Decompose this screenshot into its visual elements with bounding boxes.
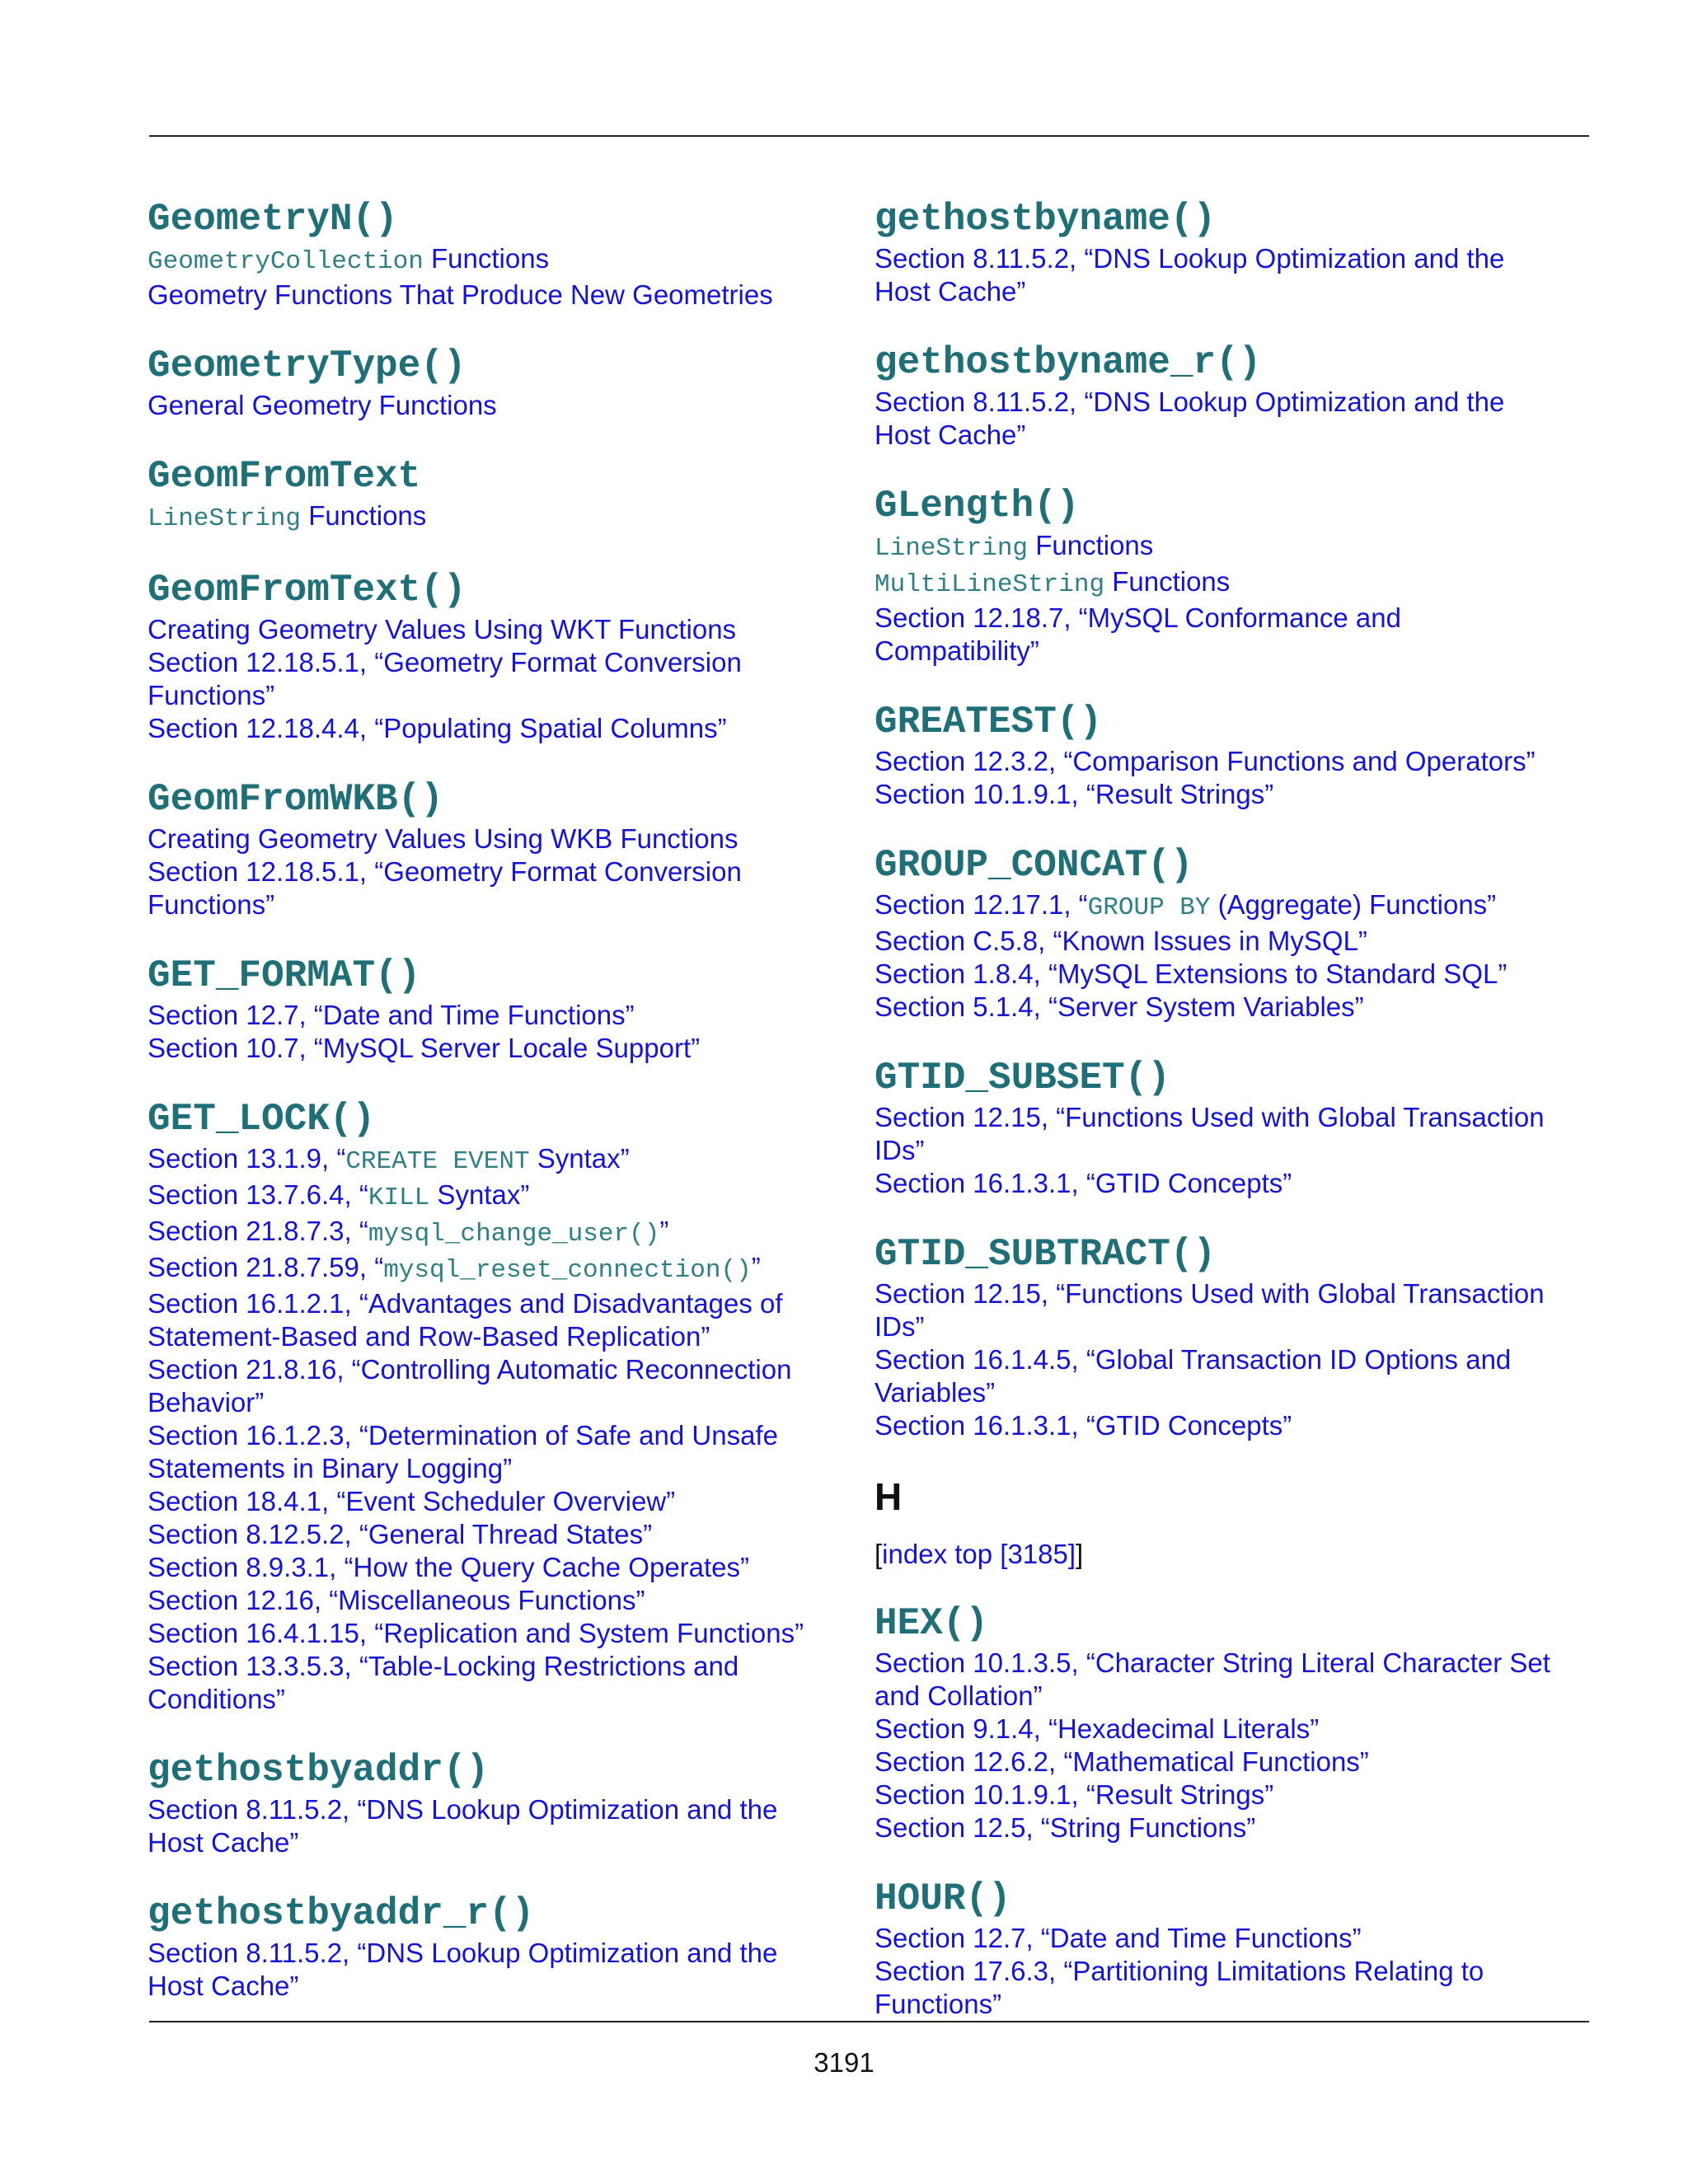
reference-text: Section C.5.8, “Known Issues in MySQL” bbox=[874, 926, 1367, 956]
index-entry bbox=[148, 1747, 832, 1859]
index-term: gethostbyname_r() bbox=[874, 341, 1262, 384]
index-term: GeomFromWKB() bbox=[148, 778, 443, 821]
index-entry bbox=[874, 340, 1559, 452]
index-reference-link[interactable] bbox=[148, 242, 832, 279]
right-entries-g bbox=[874, 196, 1559, 1442]
reference-code: KILL bbox=[368, 1183, 430, 1212]
index-term: gethostbyaddr() bbox=[148, 1749, 490, 1792]
index-reference-link[interactable] bbox=[148, 1287, 832, 1353]
reference-code: GROUP BY bbox=[1087, 893, 1211, 922]
index-entry bbox=[874, 842, 1559, 1024]
index-entry bbox=[148, 343, 832, 422]
index-entry bbox=[874, 196, 1559, 308]
index-nav-close: ] bbox=[1076, 1539, 1084, 1569]
reference-text: Section 18.4.1, “Event Scheduler Overview” bbox=[148, 1486, 676, 1516]
section-letter-h: H bbox=[874, 1475, 903, 1518]
header-rule bbox=[149, 135, 1589, 137]
reference-text: Section 12.7, “Date and Time Functions” bbox=[874, 1923, 1362, 1953]
index-nav-open: [ bbox=[874, 1539, 883, 1569]
reference-code: MultiLineString bbox=[874, 570, 1105, 599]
index-reference-link[interactable] bbox=[148, 646, 832, 712]
footer-rule bbox=[149, 2021, 1589, 2022]
reference-text: Section 12.5, “String Functions” bbox=[874, 1812, 1256, 1843]
index-reference-link[interactable] bbox=[148, 1650, 832, 1716]
index-reference-link[interactable] bbox=[874, 1811, 1559, 1844]
index-term: GTID_SUBTRACT() bbox=[874, 1233, 1217, 1276]
index-reference-link[interactable] bbox=[148, 1793, 832, 1859]
page-number: 3191 bbox=[814, 2047, 874, 2078]
index-reference-link[interactable] bbox=[874, 242, 1559, 308]
right-entries-h bbox=[874, 1601, 1559, 2021]
index-term: GET_LOCK() bbox=[148, 1098, 376, 1141]
index-reference-link[interactable] bbox=[148, 1419, 832, 1485]
reference-text: Section 12.18.5.1, “Geometry Format Conversion Functions” bbox=[148, 647, 742, 710]
index-reference-link[interactable] bbox=[148, 389, 832, 422]
index-reference-link[interactable] bbox=[874, 1647, 1559, 1713]
index-reference-link[interactable] bbox=[874, 1167, 1559, 1200]
index-term: GROUP_CONCAT() bbox=[874, 844, 1193, 887]
reference-text: General Geometry Functions bbox=[148, 390, 497, 420]
reference-code: LineString bbox=[148, 504, 302, 533]
reference-text: ” bbox=[751, 1252, 761, 1282]
reference-code: CREATE EVENT bbox=[345, 1147, 530, 1176]
index-reference-link[interactable] bbox=[874, 565, 1559, 602]
reference-text: Creating Geometry Values Using WKT Functions bbox=[148, 614, 737, 644]
reference-prefix: Section 13.1.9, “ bbox=[148, 1143, 346, 1174]
reference-prefix: Section 13.7.6.4, “ bbox=[148, 1179, 368, 1210]
reference-text: Syntax” bbox=[429, 1179, 530, 1210]
index-entry bbox=[874, 1876, 1559, 2021]
left-column bbox=[148, 196, 832, 2034]
index-entry bbox=[874, 1055, 1559, 1200]
index-entry bbox=[148, 1891, 832, 2003]
reference-text: Section 12.16, “Miscellaneous Functions” bbox=[148, 1585, 645, 1615]
reference-text: Section 8.11.5.2, “DNS Lookup Optimization and the Host Cache” bbox=[874, 387, 1505, 450]
reference-text: Section 13.3.5.3, “Table-Locking Restrictions and Conditions” bbox=[148, 1651, 739, 1714]
index-reference-link[interactable] bbox=[148, 1518, 832, 1551]
reference-text: Functions bbox=[1028, 530, 1154, 560]
reference-text: Section 12.18.7, “MySQL Conformance and Compatibility” bbox=[874, 602, 1401, 666]
reference-text: Section 10.1.9.1, “Result Strings” bbox=[874, 779, 1274, 809]
index-reference-link[interactable] bbox=[148, 279, 832, 312]
reference-text: Section 17.6.3, “Partitioning Limitations Relating to Functions” bbox=[874, 1956, 1484, 2019]
index-reference-link[interactable] bbox=[874, 958, 1559, 991]
reference-code: mysql_reset_connection() bbox=[383, 1256, 752, 1285]
index-reference-link[interactable] bbox=[148, 1215, 832, 1251]
index-term: GeometryType() bbox=[148, 344, 467, 387]
reference-text: Section 8.11.5.2, “DNS Lookup Optimization and the Host Cache” bbox=[148, 1938, 778, 2001]
index-reference-link[interactable] bbox=[874, 991, 1559, 1024]
index-reference-link[interactable] bbox=[148, 1617, 832, 1650]
reference-text: Section 16.1.4.5, “Global Transaction ID Options and Variables” bbox=[874, 1344, 1512, 1408]
index-term: GLength() bbox=[874, 485, 1080, 527]
reference-text: Functions bbox=[423, 243, 550, 274]
index-reference-link[interactable] bbox=[874, 1713, 1559, 1746]
right-column bbox=[874, 196, 1559, 2052]
index-entry bbox=[148, 567, 832, 745]
index-reference-link[interactable] bbox=[148, 1485, 832, 1518]
index-reference-link[interactable] bbox=[148, 613, 832, 646]
index-entry bbox=[148, 953, 832, 1065]
reference-prefix: Section 21.8.7.59, “ bbox=[148, 1252, 384, 1282]
reference-text: Section 21.8.16, “Controlling Automatic Reconnection Behavior” bbox=[148, 1354, 792, 1418]
reference-text: Section 8.11.5.2, “DNS Lookup Optimization and the Host Cache” bbox=[874, 243, 1505, 307]
index-term: GeomFromText bbox=[148, 455, 421, 498]
reference-text: Section 1.8.4, “MySQL Extensions to Standard SQL” bbox=[874, 958, 1507, 989]
reference-text: Section 12.15, “Functions Used with Global Transaction IDs” bbox=[874, 1278, 1545, 1342]
index-entry bbox=[874, 1601, 1559, 1844]
index-reference-link[interactable] bbox=[874, 1955, 1559, 2021]
index-reference-link[interactable] bbox=[148, 1142, 832, 1179]
index-reference-link[interactable] bbox=[148, 712, 832, 745]
index-reference-link[interactable] bbox=[874, 529, 1559, 565]
index-reference-link[interactable] bbox=[874, 1746, 1559, 1779]
index-reference-link[interactable] bbox=[148, 823, 832, 855]
index-reference-link[interactable] bbox=[874, 888, 1559, 925]
reference-text: Section 10.1.3.5, “Character String Literal Character Set and Collation” bbox=[874, 1647, 1550, 1711]
reference-code: mysql_change_user() bbox=[368, 1220, 660, 1249]
index-top-link[interactable]: index top [3185] bbox=[882, 1539, 1076, 1569]
reference-text: Section 8.12.5.2, “General Thread States” bbox=[148, 1519, 653, 1549]
reference-text: Section 10.7, “MySQL Server Locale Support” bbox=[148, 1033, 701, 1063]
index-reference-link[interactable] bbox=[874, 1922, 1559, 1955]
index-reference-link[interactable] bbox=[148, 499, 832, 536]
index-reference-link[interactable] bbox=[148, 855, 832, 921]
index-term: GeomFromText() bbox=[148, 569, 467, 612]
reference-text: Section 12.18.5.1, “Geometry Format Conversion Functions” bbox=[148, 856, 742, 920]
index-entry bbox=[148, 1096, 832, 1716]
index-term: GeometryN() bbox=[148, 198, 398, 241]
index-entry bbox=[148, 776, 832, 921]
index-reference-link[interactable] bbox=[148, 1251, 832, 1287]
index-entry bbox=[874, 483, 1559, 668]
index-reference-link[interactable] bbox=[874, 1101, 1559, 1167]
reference-text: Functions bbox=[301, 500, 427, 531]
index-reference-link[interactable] bbox=[874, 1343, 1559, 1409]
reference-text: Section 16.1.3.1, “GTID Concepts” bbox=[874, 1168, 1292, 1198]
reference-text: Section 12.6.2, “Mathematical Functions” bbox=[874, 1746, 1369, 1777]
reference-prefix: Section 21.8.7.3, “ bbox=[148, 1216, 368, 1246]
index-entry bbox=[148, 196, 832, 312]
index-term: GTID_SUBSET() bbox=[874, 1057, 1170, 1099]
reference-text: (Aggregate) Functions” bbox=[1210, 889, 1497, 920]
index-reference-link[interactable] bbox=[148, 1179, 832, 1215]
index-entry bbox=[874, 699, 1559, 811]
index-entry bbox=[148, 453, 832, 536]
reference-text: Section 16.4.1.15, “Replication and System Functions” bbox=[148, 1618, 804, 1648]
index-reference-link[interactable] bbox=[874, 1409, 1559, 1442]
index-term: GREATEST() bbox=[874, 701, 1103, 743]
index-term: HOUR() bbox=[874, 1877, 1011, 1920]
reference-text: Geometry Functions That Produce New Geometries bbox=[148, 279, 773, 310]
index-nav bbox=[874, 1538, 1559, 1571]
index-reference-link[interactable] bbox=[148, 1032, 832, 1065]
reference-text: Section 16.1.2.3, “Determination of Safe and Unsafe Statements in Binary Logging” bbox=[148, 1420, 778, 1483]
reference-prefix: Section 12.17.1, “ bbox=[874, 889, 1088, 920]
index-reference-link[interactable] bbox=[874, 602, 1559, 668]
index-term: GET_FORMAT() bbox=[148, 954, 421, 997]
reference-code: LineString bbox=[874, 534, 1029, 563]
index-reference-link[interactable] bbox=[148, 1584, 832, 1617]
reference-text: Section 16.1.3.1, “GTID Concepts” bbox=[874, 1410, 1292, 1441]
index-reference-link[interactable] bbox=[148, 1937, 832, 2003]
reference-text: Section 9.1.4, “Hexadecimal Literals” bbox=[874, 1713, 1320, 1744]
reference-text: Section 5.1.4, “Server System Variables” bbox=[874, 991, 1364, 1022]
reference-text: Section 10.1.9.1, “Result Strings” bbox=[874, 1779, 1274, 1810]
index-term: HEX() bbox=[874, 1602, 989, 1645]
index-reference-link[interactable] bbox=[148, 1551, 832, 1584]
index-reference-link[interactable] bbox=[148, 999, 832, 1032]
index-reference-link[interactable] bbox=[874, 925, 1559, 958]
index-reference-link[interactable] bbox=[874, 1779, 1559, 1811]
index-reference-link[interactable] bbox=[148, 1353, 832, 1419]
reference-text: Section 12.15, “Functions Used with Global Transaction IDs” bbox=[874, 1102, 1545, 1165]
index-term: gethostbyname() bbox=[874, 198, 1217, 241]
reference-code: GeometryCollection bbox=[148, 247, 424, 276]
index-entry bbox=[874, 1231, 1559, 1442]
index-reference-link[interactable] bbox=[874, 745, 1559, 778]
index-term: gethostbyaddr_r() bbox=[148, 1892, 535, 1935]
reference-text: Section 12.3.2, “Comparison Functions and Operators” bbox=[874, 746, 1536, 776]
index-reference-link[interactable] bbox=[874, 1277, 1559, 1343]
reference-text: ” bbox=[659, 1216, 669, 1246]
reference-text: Syntax” bbox=[529, 1143, 630, 1174]
reference-text: Functions bbox=[1104, 566, 1231, 597]
reference-text: Creating Geometry Values Using WKB Functions bbox=[148, 823, 738, 854]
reference-text: Section 12.18.4.4, “Populating Spatial Columns” bbox=[148, 713, 727, 743]
reference-text: Section 16.1.2.1, “Advantages and Disadvantages of Statement-Based and Row-Based Replication” bbox=[148, 1288, 783, 1352]
index-reference-link[interactable] bbox=[874, 778, 1559, 811]
reference-text: Section 8.11.5.2, “DNS Lookup Optimization and the Host Cache” bbox=[148, 1794, 778, 1858]
reference-text: Section 8.9.3.1, “How the Query Cache Operates” bbox=[148, 1552, 750, 1582]
reference-text: Section 12.7, “Date and Time Functions” bbox=[148, 1000, 635, 1030]
index-reference-link[interactable] bbox=[874, 386, 1559, 452]
